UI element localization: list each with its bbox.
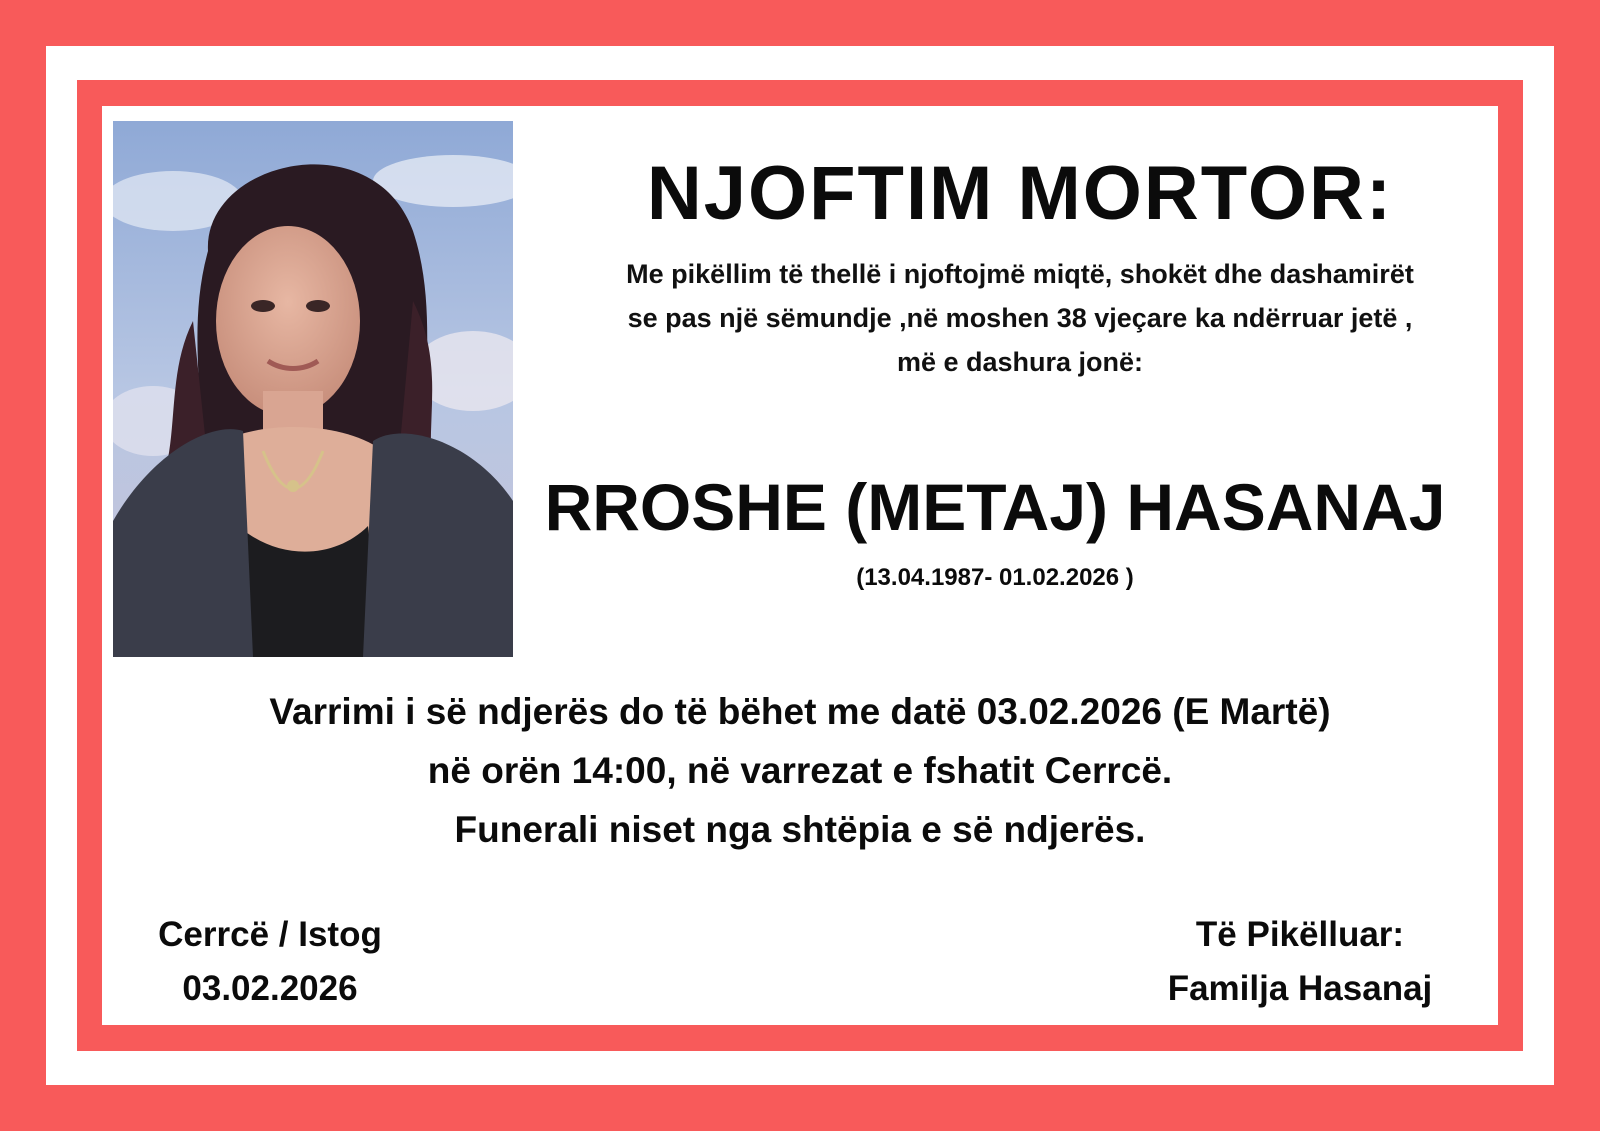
place-and-date bbox=[130, 908, 410, 1016]
family-signature bbox=[1120, 908, 1480, 1016]
intro-line-3: më e dashura jonë: bbox=[896, 347, 1144, 377]
intro-line-2: se pas një sëmundje ,në moshen 38 vjeçare ka ndërruar jetë , bbox=[627, 303, 1413, 333]
deceased-portrait-photo bbox=[113, 121, 513, 657]
place-date: 03.02.2026 bbox=[182, 969, 358, 1008]
intro-line-1: Me pikëllim të thellë i njoftojmë miqtë, shokët dhe dashamirët bbox=[626, 259, 1414, 289]
family-label: Të Pikëlluar: bbox=[1195, 915, 1405, 954]
intro-text bbox=[520, 252, 1520, 384]
place-location: Cerrcë / Istog bbox=[158, 915, 382, 954]
deceased-name: RROSHE (METAJ) HASANAJ bbox=[544, 470, 1446, 544]
funeral-line-3: Funerali niset nga shtëpia e së ndjerës. bbox=[454, 809, 1146, 850]
funeral-line-2: në orën 14:00, në varrezat e fshatit Cerrcë. bbox=[427, 750, 1173, 791]
notice-title: NJOFTIM MORTOR: bbox=[646, 151, 1394, 236]
life-dates: (13.04.1987- 01.02.2026 ) bbox=[856, 564, 1134, 591]
funeral-details bbox=[110, 682, 1490, 859]
portrait-illustration bbox=[113, 121, 513, 657]
family-name: Familja Hasanaj bbox=[1167, 969, 1433, 1008]
funeral-line-1: Varrimi i së ndjerës do të bëhet me datë 03.02.2026 (E Martë) bbox=[269, 691, 1331, 732]
